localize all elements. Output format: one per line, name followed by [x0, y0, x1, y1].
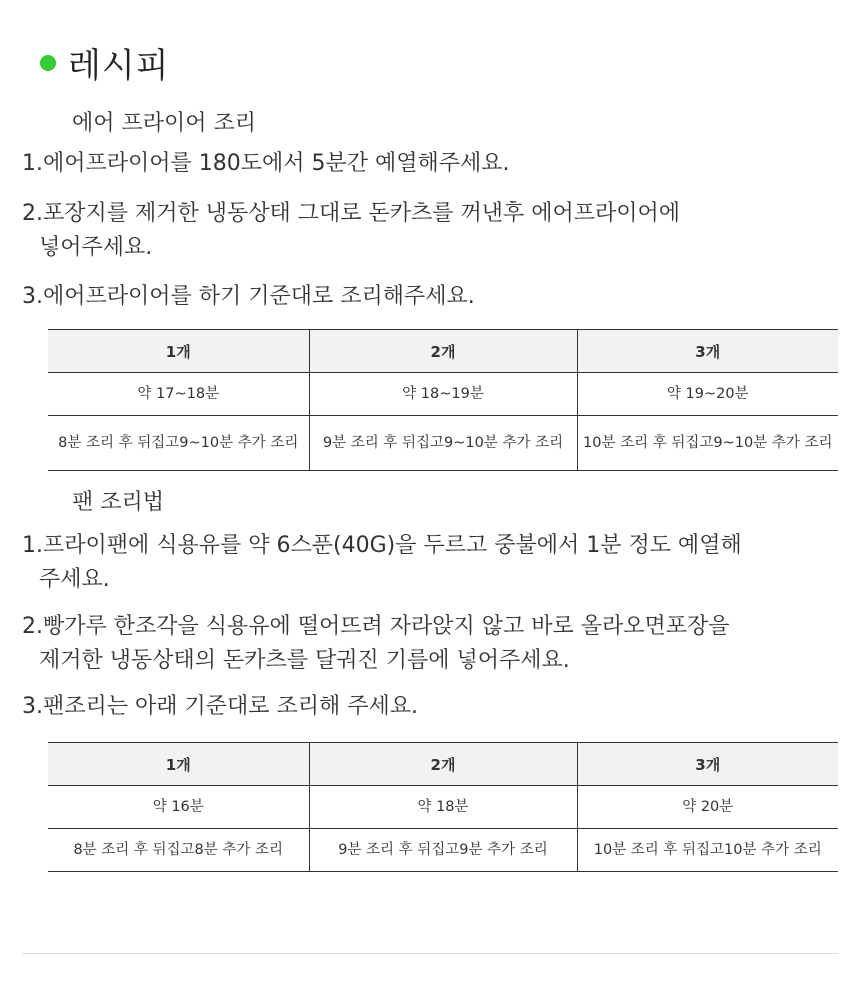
time-cell: 약 17~18분	[48, 373, 309, 416]
header-1-piece: 1개	[48, 330, 309, 373]
header-3-pieces: 3개	[577, 330, 838, 373]
page-title: 레시피	[68, 46, 170, 86]
time-cell: 약 20분	[577, 786, 838, 829]
table-header-row	[48, 743, 838, 786]
time-cell: 약 19~20분	[577, 373, 838, 416]
header-1-piece: 1개	[48, 743, 309, 786]
pan-step-3	[22, 690, 822, 724]
pan-step-1	[22, 529, 822, 597]
pan-step-2-text: 2.빵가루 한조각을 식용유에 떨어뜨려 자라앉지 않고 바로 올라오면포장을	[22, 614, 730, 639]
pan-heading: 팬 조리법	[72, 490, 165, 515]
air-fryer-heading: 에어 프라이어 조리	[72, 111, 257, 136]
time-cell: 약 18~19분	[309, 373, 577, 416]
method-cell: 8분 조리 후 뒤집고9~10분 추가 조리	[48, 416, 309, 471]
air-step-1-text: 1.에어프라이어를 180도에서 5분간 예열해주세요.	[22, 151, 510, 176]
method-cell: 10분 조리 후 뒤집고10분 추가 조리	[577, 829, 838, 872]
time-cell: 약 16분	[48, 786, 309, 829]
header-2-pieces: 2개	[309, 743, 577, 786]
air-step-2-text: 2.포장지를 제거한 냉동상태 그대로 돈카츠를 꺼낸후 에어프라이어에	[22, 201, 681, 226]
time-cell: 약 18분	[309, 786, 577, 829]
pan-step-1-text: 1.프라이팬에 식용유를 약 6스푼(40G)을 두르고 중불에서 1분 정도 예열해	[22, 533, 742, 558]
air-step-3	[22, 280, 822, 314]
air-step-2-continued: 넣어주세요.	[39, 235, 153, 260]
pan-table	[48, 742, 838, 872]
pan-step-1-continued: 주세요.	[39, 567, 110, 592]
air-step-3-text: 3.에어프라이어를 하기 기준대로 조리해주세요.	[22, 284, 475, 309]
air-step-2	[22, 197, 822, 265]
bottom-divider	[22, 953, 838, 954]
table-row	[48, 416, 838, 471]
pan-step-2-continued: 제거한 냉동상태의 돈카츠를 달궈진 기름에 넣어주세요.	[39, 648, 570, 673]
pan-step-2	[22, 610, 822, 678]
header-3-pieces: 3개	[577, 743, 838, 786]
header-2-pieces: 2개	[309, 330, 577, 373]
method-cell: 10분 조리 후 뒤집고9~10분 추가 조리	[577, 416, 838, 471]
method-cell: 8분 조리 후 뒤집고8분 추가 조리	[48, 829, 309, 872]
method-cell: 9분 조리 후 뒤집고9분 추가 조리	[309, 829, 577, 872]
air-step-1	[22, 147, 822, 181]
table-row	[48, 786, 838, 829]
table-row	[48, 829, 838, 872]
green-bullet-icon	[40, 55, 56, 71]
air-fryer-table	[48, 329, 838, 471]
pan-step-3-text: 3.팬조리는 아래 기준대로 조리해 주세요.	[22, 694, 418, 719]
table-row	[48, 373, 838, 416]
table-header-row	[48, 330, 838, 373]
recipe-title-row	[40, 38, 170, 87]
method-cell: 9분 조리 후 뒤집고9~10분 추가 조리	[309, 416, 577, 471]
